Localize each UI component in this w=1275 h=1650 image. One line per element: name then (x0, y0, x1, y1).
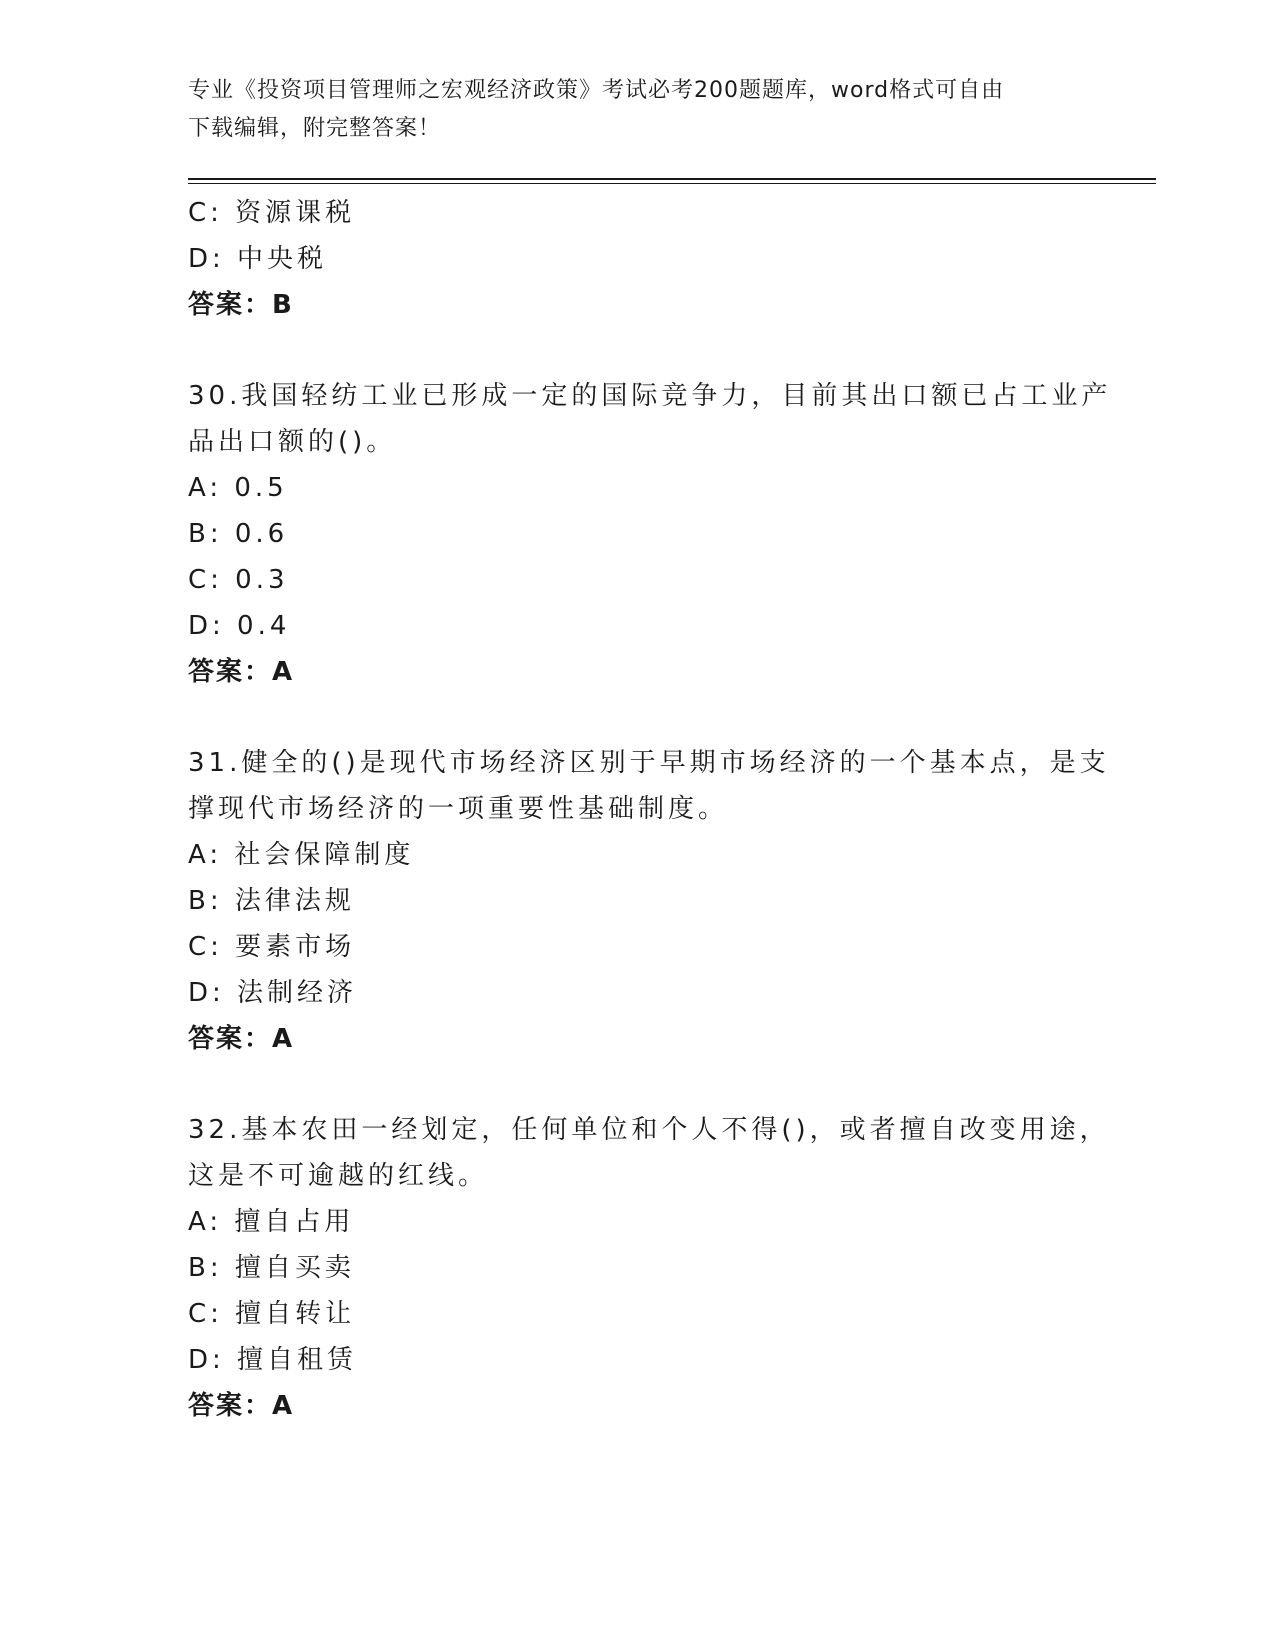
answer-line: 答案：A (188, 1024, 295, 1054)
page-header (188, 72, 1088, 148)
option-c: C: 0.3 (188, 565, 289, 595)
question-stem: 30.我国轻纺工业已形成一定的国际竞争力，目前其出口额已占工业产 (188, 381, 1112, 411)
option-a: A: 擅自占用 (188, 1207, 355, 1237)
question-stem: 32.基本农田一经划定，任何单位和个人不得()，或者擅自改变用途， (188, 1115, 1110, 1145)
answer-line: 答案：A (188, 657, 295, 687)
answer-line: 答案：B (188, 290, 294, 320)
question-block-31 (188, 740, 1110, 1062)
option-b: B: 擅自买卖 (188, 1253, 355, 1283)
question-stem-continued: 撑现代市场经济的一项重要性基础制度。 (188, 794, 729, 824)
answer-line: 答案：A (188, 1391, 295, 1421)
option-b: B: 法律法规 (188, 886, 355, 916)
option-c: C: 要素市场 (188, 932, 356, 962)
option-a: A: 0.5 (188, 473, 288, 503)
question-block-32 (188, 1107, 1110, 1429)
option-c: C: 资源课税 (188, 198, 356, 228)
option-c: C: 擅自转让 (188, 1299, 356, 1329)
option-d: D: 擅自租赁 (188, 1345, 358, 1375)
question-body (188, 190, 1112, 1429)
question-stem-continued: 这是不可逾越的红线。 (188, 1161, 489, 1191)
option-d: D: 0.4 (188, 611, 291, 641)
question-stem: 31.健全的()是现代市场经济区别于早期市场经济的一个基本点，是支 (188, 748, 1110, 778)
question-block-29-tail (188, 190, 1088, 328)
header-divider-thin (188, 183, 1156, 184)
option-d: D: 法制经济 (188, 978, 358, 1008)
header-divider-thick (188, 178, 1156, 180)
question-stem-continued: 品出口额的()。 (188, 427, 397, 457)
header-title-line-1: 专业《投资项目管理师之宏观经济政策》考试必考200题题库，word格式可自由 (188, 78, 1005, 103)
option-a: A: 社会保障制度 (188, 840, 415, 870)
option-d: D: 中央税 (188, 244, 328, 274)
option-b: B: 0.6 (188, 519, 289, 549)
header-title-line-2: 下载编辑，附完整答案！ (188, 116, 442, 141)
question-block-30 (188, 373, 1112, 695)
